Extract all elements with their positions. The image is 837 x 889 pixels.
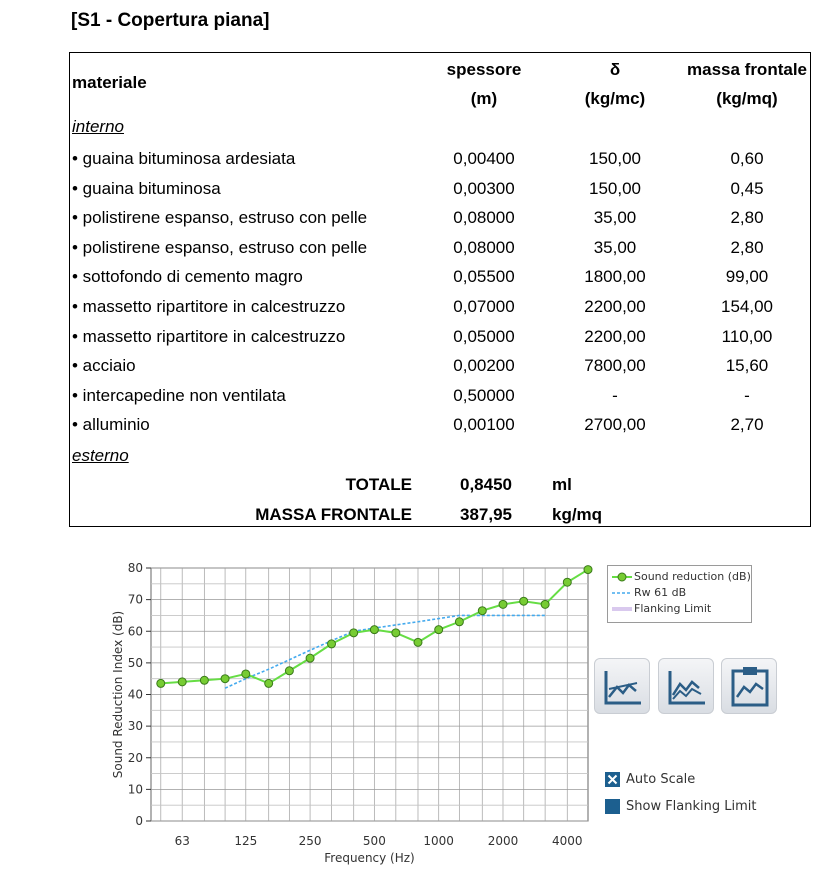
row-densita: 150,00 <box>589 178 641 198</box>
row-materiale: • sottofondo di cemento magro <box>72 267 303 287</box>
massa-frontale-value: 387,95 <box>460 505 512 524</box>
row-spessore: 0,00400 <box>453 149 515 168</box>
y-tick-label: 50 <box>127 655 143 670</box>
data-point <box>520 597 528 605</box>
row-massa: 99,00 <box>725 267 769 287</box>
data-point <box>306 654 314 662</box>
massa-frontale-label: MASSA FRONTALE <box>255 505 412 524</box>
data-point <box>265 679 273 687</box>
data-point <box>414 638 422 646</box>
row-massa: 154,00 <box>721 297 773 316</box>
section-esterno: esterno <box>72 446 129 465</box>
chart-compare-icon <box>659 659 715 715</box>
legend-label-flanking: Flanking Limit <box>634 602 712 615</box>
row-massa: 2,80 <box>730 237 764 257</box>
header-massa: massa frontale <box>687 60 807 79</box>
data-point <box>157 679 165 687</box>
row-spessore: 0,00200 <box>453 356 515 376</box>
y-tick-label: 0 <box>135 814 143 828</box>
show-flanking-label: Show Flanking Limit <box>626 799 757 814</box>
data-point <box>285 667 293 675</box>
y-tick-label: 10 <box>127 782 143 797</box>
x-tick-label: 4000 <box>552 834 583 848</box>
header-spessore: spessore <box>446 60 522 79</box>
data-point <box>478 607 486 615</box>
row-materiale: • alluminio <box>72 415 150 435</box>
row-spessore: 0,08000 <box>453 208 515 228</box>
data-point <box>328 640 336 648</box>
data-point <box>563 578 571 586</box>
header-delta-unit: (kg/mc) <box>584 89 646 108</box>
x-tick-label: 250 <box>298 834 322 848</box>
data-point <box>455 618 463 626</box>
header-massa-unit: (kg/mq) <box>716 89 778 108</box>
x-tick-label: 2000 <box>487 834 519 848</box>
row-spessore: 0,50000 <box>453 385 515 405</box>
row-materiale: • guaina bituminosa ardesiata <box>72 149 296 168</box>
data-point <box>584 566 592 574</box>
row-densita: 150,00 <box>589 149 641 168</box>
x-tick-label: 125 <box>234 834 258 848</box>
page-title: [S1 - Copertura piana] <box>71 10 270 31</box>
row-massa: 110,00 <box>721 326 773 346</box>
row-spessore: 0,08000 <box>453 237 515 257</box>
row-materiale: • polistirene espanso, estruso con pelle <box>72 237 368 257</box>
chart-legend <box>607 565 752 623</box>
chart-view-icon <box>595 659 651 715</box>
row-materiale: • polistirene espanso, estruso con pelle <box>72 208 368 228</box>
data-point <box>499 600 507 608</box>
legend-label-rw: Rw 61 dB <box>634 586 687 599</box>
sound-reduction-chart <box>100 558 600 878</box>
row-densita: 7800,00 <box>584 356 646 376</box>
data-point <box>392 629 400 637</box>
chart-compare-button[interactable] <box>658 658 714 714</box>
data-point <box>200 676 208 684</box>
data-point <box>370 626 378 634</box>
row-spessore: 0,05000 <box>453 326 515 346</box>
row-densita: 2200,00 <box>584 326 646 346</box>
y-tick-label: 70 <box>127 592 143 607</box>
row-materiale: • acciaio <box>72 356 136 376</box>
data-point <box>242 670 250 678</box>
section-interno: interno <box>72 117 124 136</box>
header-spessore-unit: (m) <box>470 89 498 108</box>
row-massa: 0,60 <box>730 149 764 168</box>
y-tick-label: 40 <box>127 687 143 702</box>
row-materiale: • massetto ripartitore in calcestruzzo <box>72 297 346 316</box>
data-point <box>435 626 443 634</box>
legend-marker-rw <box>612 586 632 600</box>
row-materiale: • guaina bituminosa <box>72 178 221 198</box>
row-massa: 15,60 <box>725 356 769 376</box>
row-massa: - <box>744 385 750 405</box>
row-massa: 0,45 <box>730 178 764 198</box>
row-materiale: • massetto ripartitore in calcestruzzo <box>72 326 346 346</box>
legend-marker-sound-reduction <box>612 570 632 584</box>
row-materiale: • intercapedine non ventilata <box>72 385 286 405</box>
row-densita: 35,00 <box>593 208 637 228</box>
row-densita: 35,00 <box>593 237 637 257</box>
chart-clipboard-button[interactable] <box>721 658 777 714</box>
x-axis-label: Frequency (Hz) <box>324 851 415 865</box>
totale-label: TOTALE <box>345 475 412 494</box>
y-tick-label: 60 <box>127 624 143 639</box>
y-tick-label: 30 <box>127 719 143 734</box>
y-tick-label: 20 <box>127 750 143 765</box>
y-tick-label: 80 <box>127 561 143 575</box>
auto-scale-label: Auto Scale <box>626 772 696 787</box>
chart-view-button[interactable] <box>594 658 650 714</box>
legend-marker-flanking <box>612 602 632 616</box>
materials-table <box>69 52 811 527</box>
row-spessore: 0,05500 <box>453 267 515 287</box>
data-point <box>541 600 549 608</box>
data-point <box>178 678 186 686</box>
row-massa: 2,80 <box>730 208 764 228</box>
totale-unit: ml <box>552 475 572 494</box>
row-densita: 2200,00 <box>584 297 646 316</box>
auto-scale-check-icon <box>605 772 620 787</box>
y-axis-label: Sound Reduction Index (dB) <box>111 610 125 779</box>
data-point <box>221 675 229 683</box>
chart-clipboard-icon <box>722 659 778 715</box>
row-densita: 2700,00 <box>584 415 646 435</box>
x-tick-label: 1000 <box>423 834 454 848</box>
totale-value: 0,8450 <box>460 475 512 494</box>
show-flanking-check-icon <box>605 799 620 814</box>
chart-svg <box>100 558 600 878</box>
row-densita: 1800,00 <box>584 267 646 287</box>
header-materiale: materiale <box>72 73 147 92</box>
row-spessore: 0,00100 <box>453 415 515 435</box>
x-tick-label: 63 <box>174 834 190 848</box>
data-point <box>350 629 358 637</box>
row-densita: - <box>612 385 618 405</box>
header-delta: δ <box>609 60 621 79</box>
x-tick-label: 500 <box>362 834 386 848</box>
row-spessore: 0,00300 <box>453 178 515 198</box>
row-massa: 2,70 <box>730 415 764 435</box>
legend-label-sound-reduction: Sound reduction (dB) <box>634 570 751 583</box>
row-spessore: 0,07000 <box>453 297 515 316</box>
massa-frontale-unit: kg/mq <box>552 505 603 524</box>
